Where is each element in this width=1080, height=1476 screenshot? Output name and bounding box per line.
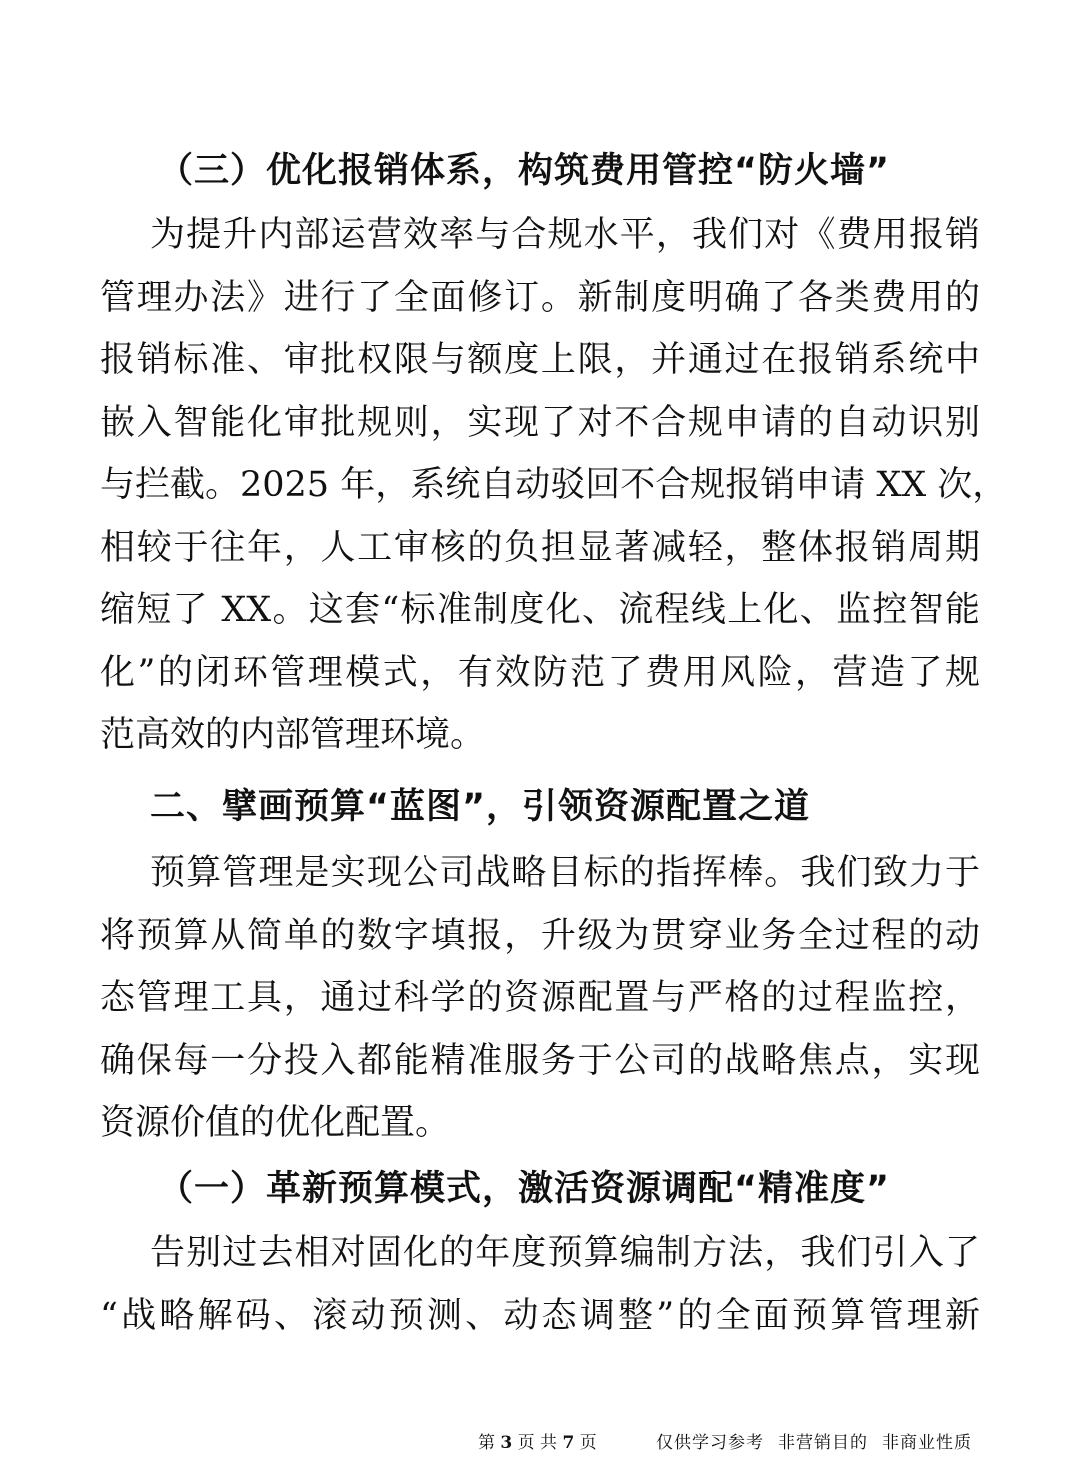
notice-non-marketing: 非营销目的	[778, 1433, 868, 1453]
page-prefix: 第	[478, 1433, 495, 1453]
chapter-heading: 二、擘画预算“蓝图”，引领资源配置之道	[150, 787, 811, 827]
paragraph-line: 将预算从简单的数字填报，升级为贯穿业务全过程的动	[100, 915, 980, 956]
paragraph-line: 为提升内部运营效率与合规水平，我们对《费用报销	[150, 215, 980, 255]
paragraph-line: 与拦截。2025 年，系统自动驳回不合规报销申请 XX 次，	[100, 465, 1008, 505]
paragraph-line: 态管理工具，通过科学的资源配置与严格的过程监控，	[100, 978, 980, 1018]
notice-study: 仅供学习参考	[656, 1433, 764, 1453]
paragraph-line: 告别过去相对固化的年度预算编制方法，我们引入了	[150, 1233, 980, 1273]
paragraph-line: 化”的闭环管理模式，有效防范了费用风险，营造了规	[100, 652, 980, 693]
total-pages: 7	[562, 1433, 575, 1453]
page-mid: 页 共	[517, 1433, 558, 1453]
section-heading: （一）革新预算模式，激活资源调配“精准度”	[158, 1169, 891, 1209]
body-paragraph	[100, 1222, 980, 1347]
paragraph-line: “战略解码、滚动预测、动态调整”的全面预算管理新	[100, 1295, 980, 1336]
page-number: 3	[500, 1433, 513, 1453]
paragraph-line: 资源价值的优化配置。	[100, 1103, 451, 1143]
page-indicator	[478, 1428, 597, 1453]
notice-non-commercial: 非商业性质	[882, 1433, 972, 1453]
paragraph-line: 确保每一分投入都能精准服务于公司的战略焦点，实现	[100, 1040, 980, 1081]
page-suffix: 页	[579, 1433, 597, 1453]
body-paragraph	[100, 204, 1008, 767]
footer-notice	[656, 1428, 972, 1453]
paragraph-line: 范高效的内部管理环境。	[100, 715, 486, 755]
body-paragraph	[100, 842, 980, 1155]
paragraph-line: 相较于往年，人工审核的负担显著减轻，整体报销周期	[100, 527, 980, 568]
paragraph-line: 预算管理是实现公司战略目标的指挥棒。我们致力于	[150, 853, 980, 893]
page-footer	[0, 1428, 1080, 1458]
paragraph-line: 报销标准、审批权限与额度上限，并通过在报销系统中	[100, 340, 980, 380]
paragraph-line: 嵌入智能化审批规则，实现了对不合规申请的自动识别	[100, 402, 980, 443]
paragraph-line: 管理办法》进行了全面修订。新制度明确了各类费用的	[100, 277, 980, 318]
section-heading: （三）优化报销体系，构筑费用管控“防火墙”	[158, 151, 891, 191]
paragraph-line: 缩短了 XX。这套“标准制度化、流程线上化、监控智能	[100, 590, 980, 630]
